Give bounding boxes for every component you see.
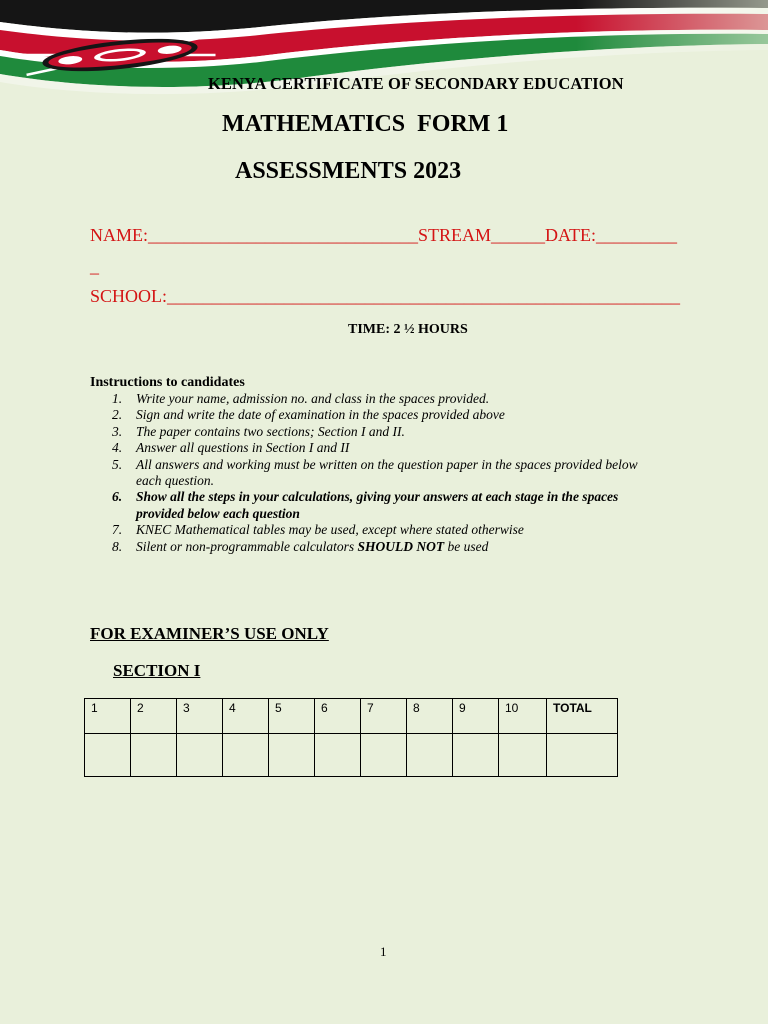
question-header-cell: 6 [315, 699, 361, 734]
score-entry-row [85, 734, 618, 777]
score-table [84, 698, 618, 777]
assessment-title: ASSESSMENTS 2023 [235, 158, 462, 184]
score-cell [407, 734, 453, 777]
instruction-item [112, 457, 652, 490]
score-cell [499, 734, 547, 777]
instruction-item [112, 539, 652, 555]
instruction-text: Sign and write the date of examination in the spaces provided above [136, 407, 505, 423]
instruction-text: Show all the steps in your calculations, giving your answers at each stage in the spaces provided below each question [136, 489, 619, 521]
score-cell [223, 734, 269, 777]
exam-body-heading: KENYA CERTIFICATE OF SECONDARY EDUCATION [208, 74, 624, 93]
score-cell [177, 734, 223, 777]
instruction-text: Silent or non-programmable calculators [136, 538, 358, 554]
instruction-number: 2. [112, 407, 123, 423]
question-header-cell: 10 [499, 699, 547, 734]
total-score-cell [547, 734, 618, 777]
instruction-text: Write your name, admission no. and class in the spaces provided. [136, 391, 490, 406]
school-field: SCHOOL:_________________________________________________________ [90, 286, 681, 306]
score-cell [361, 734, 407, 777]
instruction-item [112, 489, 652, 522]
instruction-number: 6. [112, 489, 123, 505]
instruction-number: 7. [112, 522, 123, 538]
instruction-item [112, 424, 652, 440]
instructions-list [112, 391, 652, 555]
instruction-item [112, 407, 652, 423]
instruction-number: 4. [112, 440, 123, 456]
instruction-number: 3. [112, 423, 123, 439]
instruction-text: The paper contains two sections; Section I and II. [136, 423, 405, 439]
name-line-wrap: _ [90, 256, 99, 276]
name-stream-date-fields: NAME:______________________________STREAM______DATE:_________ [90, 225, 678, 245]
score-cell [315, 734, 361, 777]
instruction-text: All answers and working must be written on the question paper in the spaces provided below each question. [136, 456, 638, 489]
subject-title: MATHEMATICS FORM 1 [222, 111, 509, 137]
instruction-item [112, 440, 652, 456]
instruction-number: 5. [112, 456, 123, 472]
score-cell [131, 734, 177, 777]
instruction-text: KNEC Mathematical tables may be used, except where stated otherwise [136, 522, 524, 538]
instruction-text: Answer all questions in Section I and II [136, 440, 350, 456]
score-cell [269, 734, 315, 777]
instruction-number: 1. [112, 391, 123, 406]
examiner-use-heading: FOR EXAMINER’S USE ONLY [90, 624, 329, 643]
score-cell [453, 734, 499, 777]
instruction-emphasis: SHOULD NOT [357, 538, 445, 554]
total-header-cell: TOTAL [547, 699, 618, 734]
instructions-heading: Instructions to candidates [90, 375, 245, 390]
instruction-item [112, 522, 652, 538]
question-header-cell: 1 [85, 699, 131, 734]
question-header-cell: 8 [407, 699, 453, 734]
question-header-cell: 3 [177, 699, 223, 734]
section-label: SECTION I [113, 661, 201, 680]
question-header-cell: 7 [361, 699, 407, 734]
instruction-number: 8. [112, 538, 123, 554]
page-number: 1 [380, 944, 387, 959]
time-allowed: TIME: 2 ½ HOURS [348, 322, 468, 337]
score-cell [85, 734, 131, 777]
question-header-cell: 9 [453, 699, 499, 734]
instruction-item [112, 391, 652, 407]
question-header-cell: 2 [131, 699, 177, 734]
instruction-text: be used [444, 538, 489, 554]
question-header-cell: 5 [269, 699, 315, 734]
score-table-header-row [85, 699, 618, 734]
question-header-cell: 4 [223, 699, 269, 734]
